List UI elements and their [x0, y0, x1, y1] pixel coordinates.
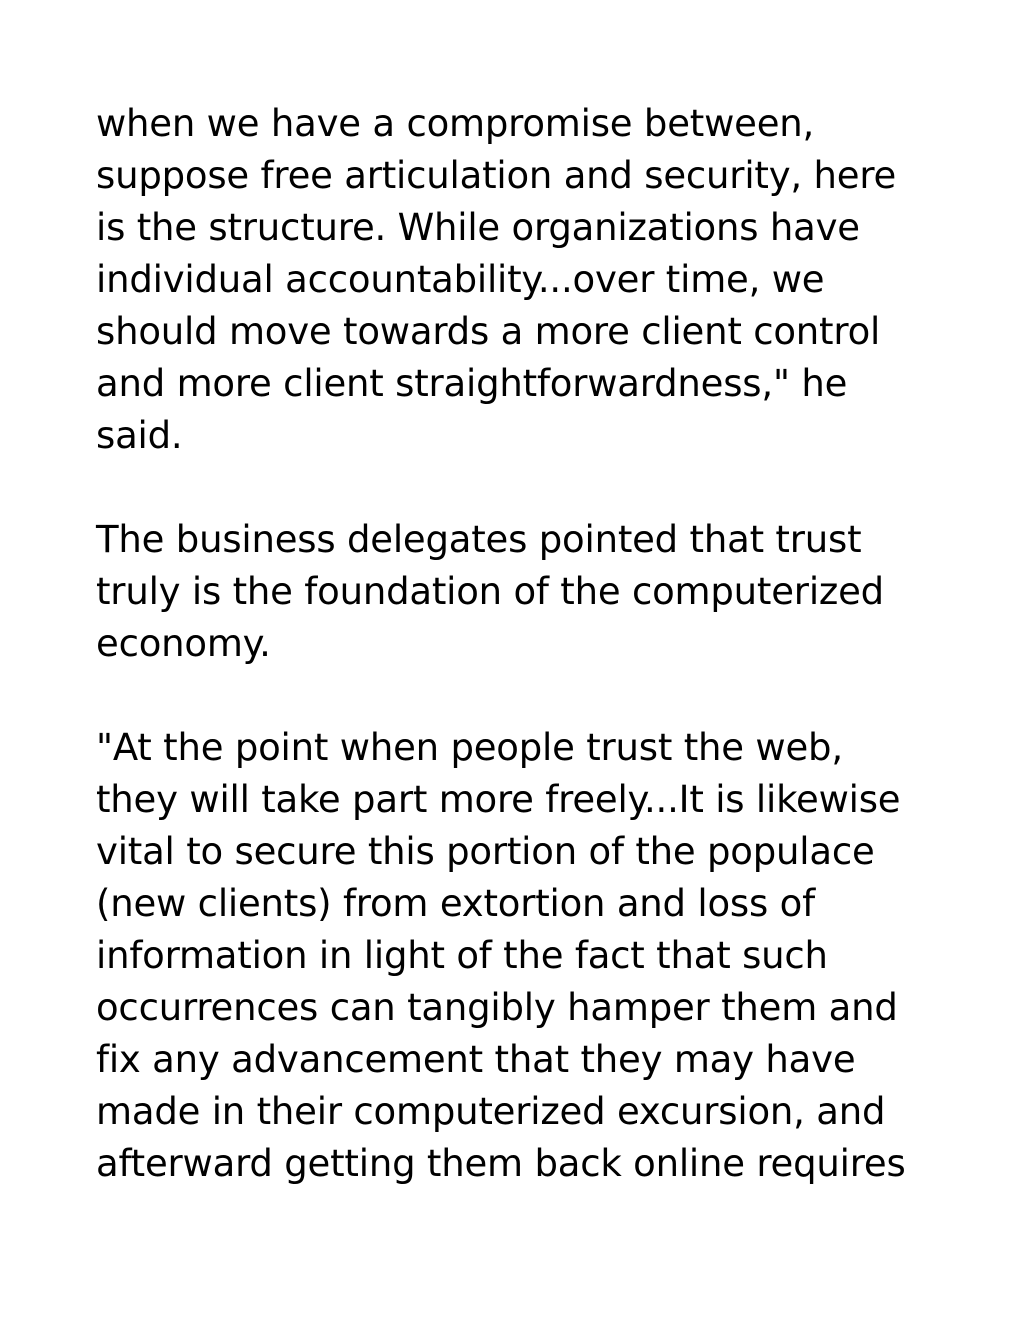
- text-line: economy.: [96, 622, 271, 665]
- text-line: occurrences can tangibly hamper them and: [96, 986, 898, 1029]
- text-line: (new clients) from extortion and loss of: [96, 882, 815, 925]
- text-line: they will take part more freely...It is likewise: [96, 778, 901, 821]
- paragraph-3: [96, 722, 936, 1190]
- text-line: "At the point when people trust the web,: [96, 726, 843, 769]
- text-line: truly is the foundation of the computerized: [96, 570, 884, 613]
- paragraph-2: [96, 514, 936, 670]
- text-line: vital to secure this portion of the populace: [96, 830, 875, 873]
- text-line: The business delegates pointed that trust: [96, 518, 862, 561]
- text-line: said.: [96, 414, 183, 457]
- text-line: fix any advancement that they may have: [96, 1038, 856, 1081]
- text-line: when we have a compromise between,: [96, 102, 815, 145]
- paragraph-1: [96, 98, 936, 462]
- text-line: afterward getting them back online requires: [96, 1142, 906, 1185]
- text-line: suppose free articulation and security, here: [96, 154, 897, 197]
- document-page: [96, 98, 936, 1242]
- text-line: and more client straightforwardness," he: [96, 362, 848, 405]
- text-line: information in light of the fact that such: [96, 934, 828, 977]
- text-line: should move towards a more client control: [96, 310, 881, 353]
- text-line: made in their computerized excursion, and: [96, 1090, 886, 1133]
- text-line: individual accountability...over time, we: [96, 258, 825, 301]
- text-line: is the structure. While organizations have: [96, 206, 860, 249]
